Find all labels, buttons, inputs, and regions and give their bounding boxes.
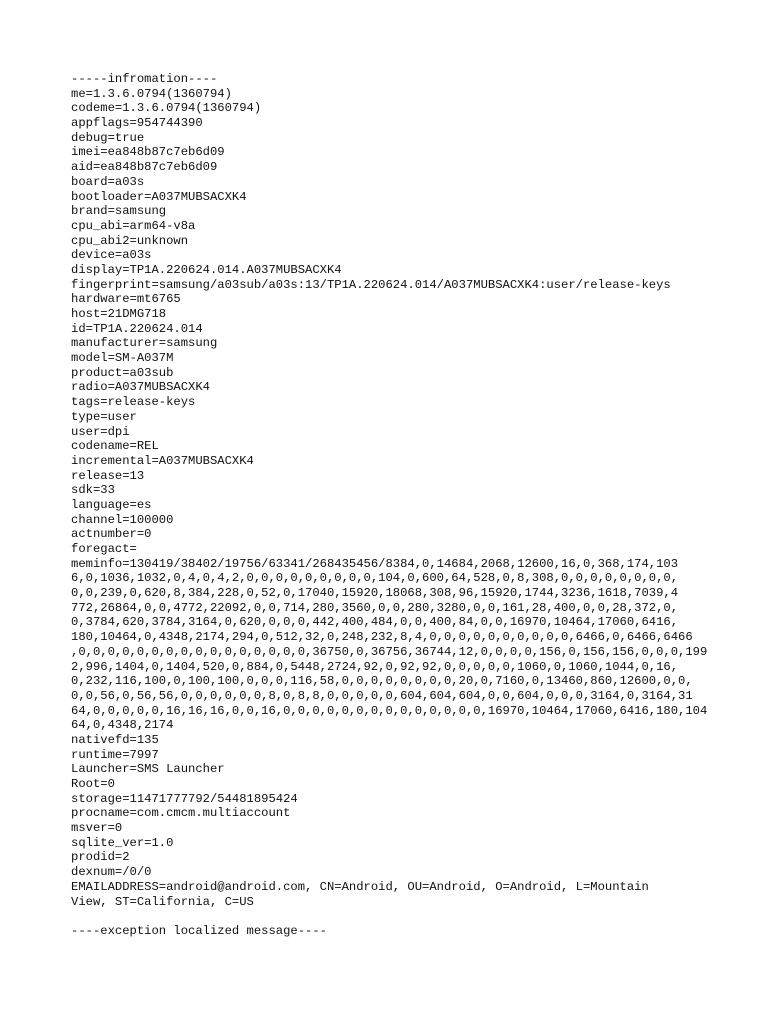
- meminfo-line: 180,10464,0,4348,2174,294,0,512,32,0,248,232,8,4,0,0,0,0,0,0,0,0,0,0,6466,0,6466,6466: [71, 630, 693, 645]
- info-line: board=a03s: [71, 174, 145, 189]
- meminfo-line: 0,0,239,0,620,8,384,228,0,52,0,17040,15920,18068,308,96,15920,1744,3236,1618,7039,4: [71, 586, 679, 601]
- crash-report-document: [71, 72, 711, 939]
- info-line: imei=ea848b87c7eb6d09: [71, 145, 225, 160]
- info-line: Launcher=SMS Launcher: [71, 762, 225, 777]
- info-line: debug=true: [71, 130, 145, 145]
- info-line: Root=0: [71, 777, 115, 791]
- info-line: host=21DMG718: [71, 307, 167, 321]
- info-line: codeme=1.3.6.0794(1360794): [71, 101, 262, 116]
- info-line: language=es: [71, 497, 152, 512]
- info-line: id=TP1A.220624.014: [71, 321, 203, 336]
- info-line: dexnum=/0/0: [71, 865, 152, 880]
- info-line: sdk=33: [71, 483, 115, 498]
- info-line: cpu_abi=arm64-v8a: [71, 218, 196, 233]
- info-line: type=user: [71, 409, 137, 424]
- section-header-exception: ----exception localized message----: [71, 923, 327, 938]
- info-line: fingerprint=samsung/a03sub/a03s:13/TP1A.220624.014/A037MUBSACXK4:user/release-keys: [71, 277, 671, 292]
- info-line: storage=11471777792/54481895424: [71, 791, 298, 806]
- meminfo-line: 0,232,116,100,0,100,100,0,0,0,116,58,0,0,0,0,0,0,0,0,20,0,7160,0,13460,860,12600,0,0,: [71, 674, 693, 689]
- meminfo-block: [71, 557, 711, 733]
- info-line: sqlite_ver=1.0: [71, 835, 174, 850]
- info-line: appflags=954744390: [71, 116, 203, 131]
- info-line: user=dpi: [71, 424, 130, 439]
- info-line: me=1.3.6.0794(1360794): [71, 86, 232, 101]
- meminfo-line: meminfo=130419/38402/19756/63341/268435456/8384,0,14684,2068,12600,16,0,368,174,103: [71, 556, 679, 571]
- info-line: product=a03sub: [71, 365, 174, 380]
- meminfo-line: 64,0,0,0,0,0,16,16,16,0,0,16,0,0,0,0,0,0,0,0,0,0,0,0,0,0,16970,10464,17060,6416,180,104: [71, 703, 708, 718]
- device-info-list: [71, 87, 711, 557]
- info-line: radio=A037MUBSACXK4: [71, 380, 210, 395]
- meminfo-line: ,0,0,0,0,0,0,0,0,0,0,0,0,0,0,0,0,36750,0,36756,36744,12,0,0,0,0,156,0,156,156,0,0,0,199: [71, 644, 708, 659]
- info-line: cpu_abi2=unknown: [71, 233, 189, 248]
- info-line: display=TP1A.220624.014.A037MUBSACXK4: [71, 262, 342, 277]
- info-line: foregact=: [71, 542, 137, 556]
- blank-spacer: [71, 909, 711, 924]
- info-line: model=SM-A037M: [71, 351, 174, 366]
- meminfo-line: 6,0,1036,1032,0,4,0,4,2,0,0,0,0,0,0,0,0,0,104,0,600,64,528,0,8,308,0,0,0,0,0,0,0,0,: [71, 571, 679, 586]
- info-line: hardware=mt6765: [71, 292, 181, 307]
- info-line: bootloader=A037MUBSACXK4: [71, 189, 247, 204]
- info-line: prodid=2: [71, 850, 130, 865]
- meminfo-line: 772,26864,0,0,4772,22092,0,0,714,280,3560,0,0,280,3280,0,0,161,28,400,0,0,28,372,0,: [71, 600, 679, 615]
- info-line: tags=release-keys: [71, 395, 196, 410]
- info-line: msver=0: [71, 821, 123, 836]
- info-line: manufacturer=samsung: [71, 336, 218, 351]
- meminfo-line: 0,3784,620,3784,3164,0,620,0,0,0,442,400,484,0,0,400,84,0,0,16970,10464,17060,6416,: [71, 615, 679, 630]
- email-address-line-2: View, ST=California, C=US: [71, 894, 254, 909]
- meminfo-line: 64,0,4348,2174: [71, 718, 174, 733]
- info-line: incremental=A037MUBSACXK4: [71, 453, 254, 468]
- info-line: actnumber=0: [71, 527, 152, 542]
- email-address-line-1: EMAILADDRESS=android@android.com, CN=Android, OU=Android, O=Android, L=Mountain: [71, 879, 649, 894]
- info-line: aid=ea848b87c7eb6d09: [71, 160, 218, 175]
- info-line: channel=100000: [71, 512, 174, 527]
- info-line: procname=com.cmcm.multiaccount: [71, 806, 291, 821]
- meminfo-line: 2,996,1404,0,1404,520,0,884,0,5448,2724,92,0,92,92,0,0,0,0,0,1060,0,1060,1044,0,16,: [71, 659, 679, 674]
- info-line: codename=REL: [71, 439, 159, 454]
- info-line: brand=samsung: [71, 204, 167, 219]
- meminfo-line: 0,0,56,0,56,56,0,0,0,0,0,0,8,0,8,8,0,0,0,0,0,604,604,604,0,0,604,0,0,0,3164,0,3164,31: [71, 688, 693, 703]
- info-line: release=13: [71, 468, 145, 483]
- runtime-info-list: [71, 733, 711, 880]
- info-line: device=a03s: [71, 248, 152, 263]
- info-line: nativefd=135: [71, 732, 159, 747]
- info-line: runtime=7997: [71, 747, 159, 762]
- section-header-information: -----infromation----: [71, 72, 218, 86]
